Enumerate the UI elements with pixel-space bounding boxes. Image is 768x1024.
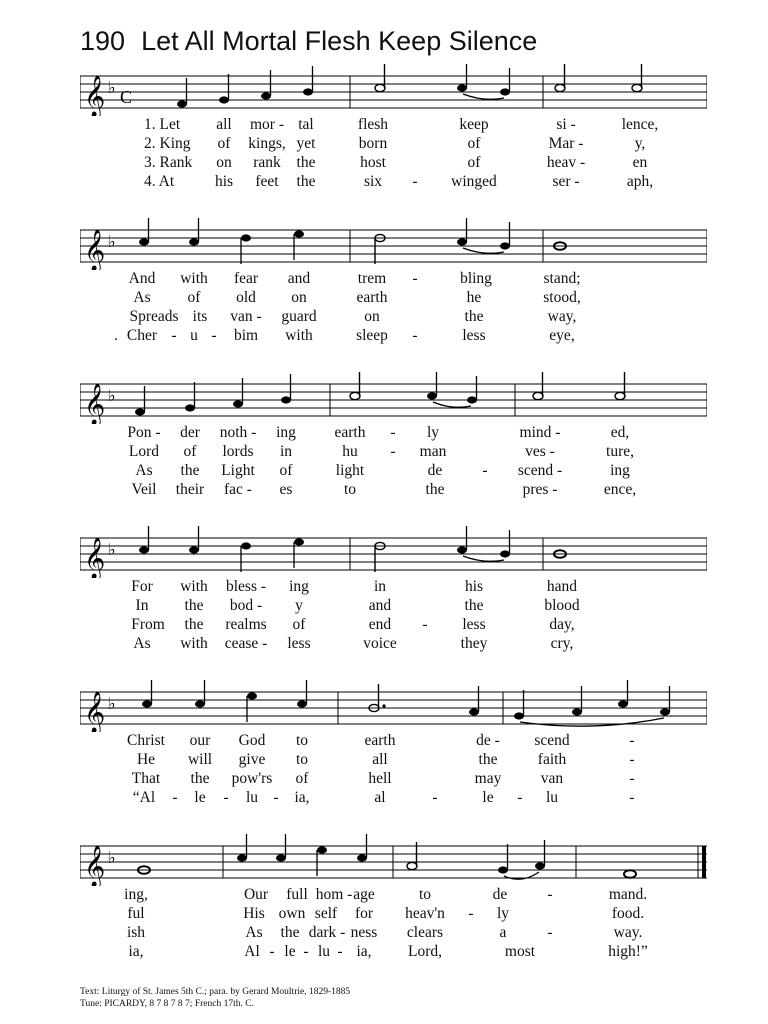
syllable: Christ (127, 732, 165, 749)
syllable: dark - (308, 924, 346, 941)
system-6 (80, 834, 707, 962)
syllable: with (180, 578, 208, 595)
syllable: bling (460, 270, 492, 287)
syllable: - (171, 327, 177, 344)
syllable: - (303, 943, 309, 960)
syllable: on (364, 308, 380, 325)
lyric-line-verse-1 (80, 578, 707, 596)
syllable: Light (221, 462, 255, 479)
syllable: Our (243, 886, 269, 903)
lyrics (80, 886, 707, 962)
syllable: of (187, 289, 201, 306)
syllable: Lord, (407, 943, 443, 960)
syllable: with (180, 635, 208, 652)
syllable: the (184, 597, 204, 614)
syllable: and (287, 270, 311, 287)
attribution (80, 987, 350, 1010)
syllable: hu (342, 443, 358, 460)
syllable: way, (547, 308, 577, 325)
lyric-line-verse-4 (80, 943, 707, 961)
syllable: less (287, 635, 311, 652)
syllable: heav - (546, 154, 586, 171)
syllable: ing (610, 462, 630, 479)
syllable: - (223, 789, 229, 806)
lyric-line-verse-2 (80, 751, 707, 769)
syllable: As (135, 462, 153, 479)
syllable: y (295, 597, 303, 614)
hymn-number: 190 (80, 26, 126, 56)
syllable: Al (244, 943, 260, 960)
lyrics (80, 116, 707, 192)
syllable: lu (317, 943, 331, 960)
syllable: ed, (610, 424, 630, 441)
syllable: fac - (224, 481, 252, 498)
syllable: self (314, 905, 338, 922)
syllable: mand. (608, 886, 648, 903)
syllable: own (278, 905, 306, 922)
syllable: al (374, 789, 386, 806)
flat-sign-icon: ♭ (108, 80, 116, 97)
syllable: tal (298, 116, 314, 133)
syllable: y, (634, 135, 646, 152)
syllable: 1. Let (144, 116, 181, 133)
syllable: pow'rs (231, 770, 273, 787)
staff (80, 372, 707, 424)
staff (80, 526, 707, 578)
syllable: to (295, 751, 309, 768)
lyric-line-verse-4 (80, 481, 707, 499)
staff (80, 218, 707, 270)
syllable: their (175, 481, 205, 498)
flat-sign-icon: ♭ (108, 696, 116, 713)
syllable: with (180, 270, 208, 287)
syllable: ves - (525, 443, 555, 460)
syllable: faith (537, 751, 567, 768)
syllable: van (540, 770, 564, 787)
syllable: rank (253, 154, 281, 171)
lyric-line-verse-2 (80, 135, 707, 153)
syllable: on (291, 289, 307, 306)
syllable: day, (549, 616, 575, 633)
syllable: of (467, 135, 481, 152)
flat-sign-icon: ♭ (108, 542, 116, 559)
syllable: the (478, 751, 498, 768)
syllable: the (464, 308, 484, 325)
syllable: fear (233, 270, 259, 287)
syllable: food. (611, 905, 645, 922)
syllable: the (425, 481, 445, 498)
syllable: age (353, 886, 375, 903)
syllable: le (194, 789, 206, 806)
syllable: ing (289, 578, 309, 595)
treble-clef-icon: 𝄞 (84, 76, 106, 116)
syllable: bim (233, 327, 259, 344)
syllable: hand (546, 578, 578, 595)
syllable: bod - (229, 597, 263, 614)
syllable: most (504, 943, 536, 960)
syllable: As (133, 635, 151, 652)
syllable: less (462, 616, 486, 633)
syllable: stand; (543, 270, 581, 287)
lyrics (80, 732, 707, 808)
lyrics (80, 270, 707, 346)
syllable: winged (451, 173, 497, 190)
system-1 (80, 64, 707, 192)
syllable: for (354, 905, 374, 922)
syllable: mor - (249, 116, 285, 133)
system-3 (80, 372, 707, 500)
syllable: From (131, 616, 165, 633)
syllable: high!” (608, 943, 648, 960)
lyric-line-verse-2 (80, 289, 707, 307)
syllable: ia, (294, 789, 310, 806)
syllable: - (211, 327, 217, 344)
syllable: born (358, 135, 388, 152)
syllable: of (183, 443, 197, 460)
syllable: - (629, 789, 635, 806)
syllable: lords (222, 443, 254, 460)
lyrics (80, 424, 707, 500)
syllable: ing, (124, 886, 148, 903)
syllable: - (468, 905, 474, 922)
syllable: heav'n (405, 905, 445, 922)
syllable: of (217, 135, 231, 152)
syllable: with (285, 327, 313, 344)
syllable: the (296, 154, 316, 171)
syllable: - (432, 789, 438, 806)
text-credit: Text: Liturgy of St. James 5th C.; para. by Gerard Moultrie, 1829-1885 (80, 987, 351, 997)
syllable: de - (476, 732, 500, 749)
syllable: earth (334, 424, 366, 441)
syllable: guard (281, 308, 317, 325)
syllable: in (373, 578, 387, 595)
syllable: earth (356, 289, 388, 306)
lyric-line-verse-2 (80, 597, 707, 615)
syllable: of (467, 154, 481, 171)
syllable: In (135, 597, 149, 614)
syllable: - (412, 173, 418, 190)
syllable: lu (545, 789, 559, 806)
syllable: 2. King (144, 135, 191, 152)
syllable: in (279, 443, 293, 460)
syllable: - (412, 270, 418, 287)
syllable: God (238, 732, 266, 749)
syllable: bless - (225, 578, 267, 595)
syllable: less (462, 327, 486, 344)
syllable: earth (364, 732, 396, 749)
lyric-line-verse-3 (80, 154, 707, 172)
syllable: cry, (550, 635, 574, 652)
syllable: As (133, 289, 151, 306)
syllable: ia, (356, 943, 372, 960)
lyric-line-verse-3 (80, 770, 707, 788)
syllable: Veil (131, 481, 157, 498)
syllable: And (128, 270, 156, 287)
syllable: en (632, 154, 648, 171)
syllable: ly (496, 905, 510, 922)
syllable: give (238, 751, 266, 768)
syllable: aph, (626, 173, 654, 190)
syllable: scend - (517, 462, 563, 479)
syllable: Pon - (127, 424, 161, 441)
flat-sign-icon: ♭ (108, 850, 116, 867)
syllable: way. (613, 924, 643, 941)
syllable: on (216, 154, 232, 171)
syllable: es (279, 481, 293, 498)
treble-clef-icon: 𝄞 (84, 846, 106, 886)
final-barline-icon (702, 846, 706, 878)
syllable: to (418, 886, 432, 903)
system-2 (80, 218, 707, 346)
syllable: - (172, 789, 178, 806)
syllable: - (269, 943, 275, 960)
treble-clef-icon: 𝄞 (84, 692, 106, 732)
syllable: ture, (606, 443, 634, 460)
lyric-line-verse-3 (80, 924, 707, 942)
syllable: its (192, 308, 208, 325)
syllable: to (343, 481, 357, 498)
lyrics (80, 578, 707, 654)
syllable: Lord (128, 443, 160, 460)
syllable: eye, (549, 327, 575, 344)
syllable: His (243, 905, 265, 922)
syllable: the (180, 462, 200, 479)
syllable: of (295, 770, 309, 787)
syllable: - (547, 886, 553, 903)
flat-sign-icon: ♭ (108, 234, 116, 251)
lyric-line-verse-4 (80, 327, 707, 345)
syllable: Mar - (548, 135, 584, 152)
tune-credit: Tune: PICARDY, 8 7 8 7 8 7; French 17th. C. (80, 998, 254, 1009)
syllable: scend (534, 732, 570, 749)
syllable: ser - (552, 173, 580, 190)
syllable: For (131, 578, 153, 595)
syllable: lu (245, 789, 259, 806)
syllable: man (419, 443, 447, 460)
syllable: - (482, 462, 488, 479)
syllable: the (190, 770, 210, 787)
syllable: to (295, 732, 309, 749)
syllable: all (372, 751, 388, 768)
syllable: Spreads (129, 308, 179, 325)
lyric-line-verse-2 (80, 905, 707, 923)
flat-sign-icon: ♭ (108, 388, 116, 405)
lyric-line-verse-3 (80, 616, 707, 634)
syllable: our (189, 732, 211, 749)
syllable: and (368, 597, 392, 614)
syllable: all (216, 116, 232, 133)
syllable: de (427, 462, 443, 479)
syllable: van - (230, 308, 262, 325)
syllable: - (547, 924, 553, 941)
syllable: of (292, 616, 306, 633)
syllable: may (474, 770, 502, 787)
syllable: feet (255, 173, 279, 190)
syllable: 4. At (144, 173, 175, 190)
syllable: 3. Rank (144, 154, 193, 171)
syllable: . (114, 327, 118, 344)
syllable: - (337, 943, 343, 960)
syllable: keep (459, 116, 489, 133)
syllable: - (629, 751, 635, 768)
staff (80, 680, 707, 732)
lyric-line-verse-4 (80, 789, 707, 807)
system-4 (80, 526, 707, 654)
syllable: pres - (522, 481, 558, 498)
syllable: the (280, 924, 300, 941)
syllable: hell (368, 770, 392, 787)
lyric-line-verse-3 (80, 308, 707, 326)
syllable: kings, (248, 135, 286, 152)
syllable: ing (276, 424, 296, 441)
syllable: the (184, 616, 204, 633)
syllable: ly (426, 424, 440, 441)
syllable: - (390, 424, 396, 441)
syllable: Cher (126, 327, 158, 344)
syllable: cease - (224, 635, 268, 652)
syllable: clears (406, 924, 444, 941)
syllable: si - (556, 116, 576, 133)
syllable: he (466, 289, 482, 306)
syllable: le (482, 789, 494, 806)
hymn-title: Let All Mortal Flesh Keep Silence (141, 26, 538, 56)
syllable: host (360, 154, 386, 171)
syllable: - (629, 732, 635, 749)
lyric-line-verse-4 (80, 173, 707, 191)
syllable: ia, (128, 943, 144, 960)
syllable: - (412, 327, 418, 344)
syllable: - (273, 789, 279, 806)
syllable: full (286, 886, 308, 903)
syllable: end (368, 616, 392, 633)
syllable: ness (350, 924, 378, 941)
syllable: flesh (357, 116, 389, 133)
syllable: - (517, 789, 523, 806)
syllable: trem (357, 270, 387, 287)
treble-clef-icon: 𝄞 (84, 384, 106, 424)
syllable: will (187, 751, 213, 768)
syllable: the (464, 597, 484, 614)
syllable: mind - (519, 424, 561, 441)
syllable: light (335, 462, 365, 479)
lyric-line-verse-3 (80, 462, 707, 480)
syllable: yet (296, 135, 316, 152)
hymn-header (80, 26, 537, 57)
lyric-line-verse-1 (80, 270, 707, 288)
syllable: of (279, 462, 293, 479)
syllable: - (390, 443, 396, 460)
syllable: hom - (315, 886, 353, 903)
lyric-line-verse-1 (80, 424, 707, 442)
syllable: voice (363, 635, 397, 652)
syllable: “Al (132, 789, 156, 806)
syllable: ence, (603, 481, 637, 498)
syllable: ful (127, 905, 145, 922)
staff (80, 64, 707, 116)
lyric-line-verse-4 (80, 635, 707, 653)
lyric-line-verse-1 (80, 116, 707, 134)
syllable: As (245, 924, 263, 941)
common-time-icon: C (120, 87, 133, 107)
syllable: u (190, 327, 198, 344)
syllable: old (236, 289, 256, 306)
syllable: a (499, 924, 507, 941)
syllable: - (422, 616, 428, 633)
staff (80, 834, 707, 886)
syllable: his (464, 578, 484, 595)
syllable: sleep (356, 327, 388, 344)
treble-clef-icon: 𝄞 (84, 538, 106, 578)
syllable: blood (544, 597, 580, 614)
treble-clef-icon: 𝄞 (84, 230, 106, 270)
syllable: the (296, 173, 316, 190)
syllable: they (460, 635, 488, 652)
syllable: stood, (543, 289, 581, 306)
syllable: der (180, 424, 200, 441)
syllable: - (629, 770, 635, 787)
lyric-line-verse-1 (80, 732, 707, 750)
syllable: six (363, 173, 383, 190)
syllable: That (131, 770, 161, 787)
syllable: He (136, 751, 156, 768)
syllable: de (492, 886, 508, 903)
syllable: realms (225, 616, 267, 633)
lyric-line-verse-1 (80, 886, 707, 904)
system-5 (80, 680, 707, 808)
syllable: noth - (219, 424, 257, 441)
syllable: his (214, 173, 234, 190)
syllable: ish (126, 924, 146, 941)
syllable: lence, (621, 116, 659, 133)
syllable: le (284, 943, 296, 960)
lyric-line-verse-2 (80, 443, 707, 461)
